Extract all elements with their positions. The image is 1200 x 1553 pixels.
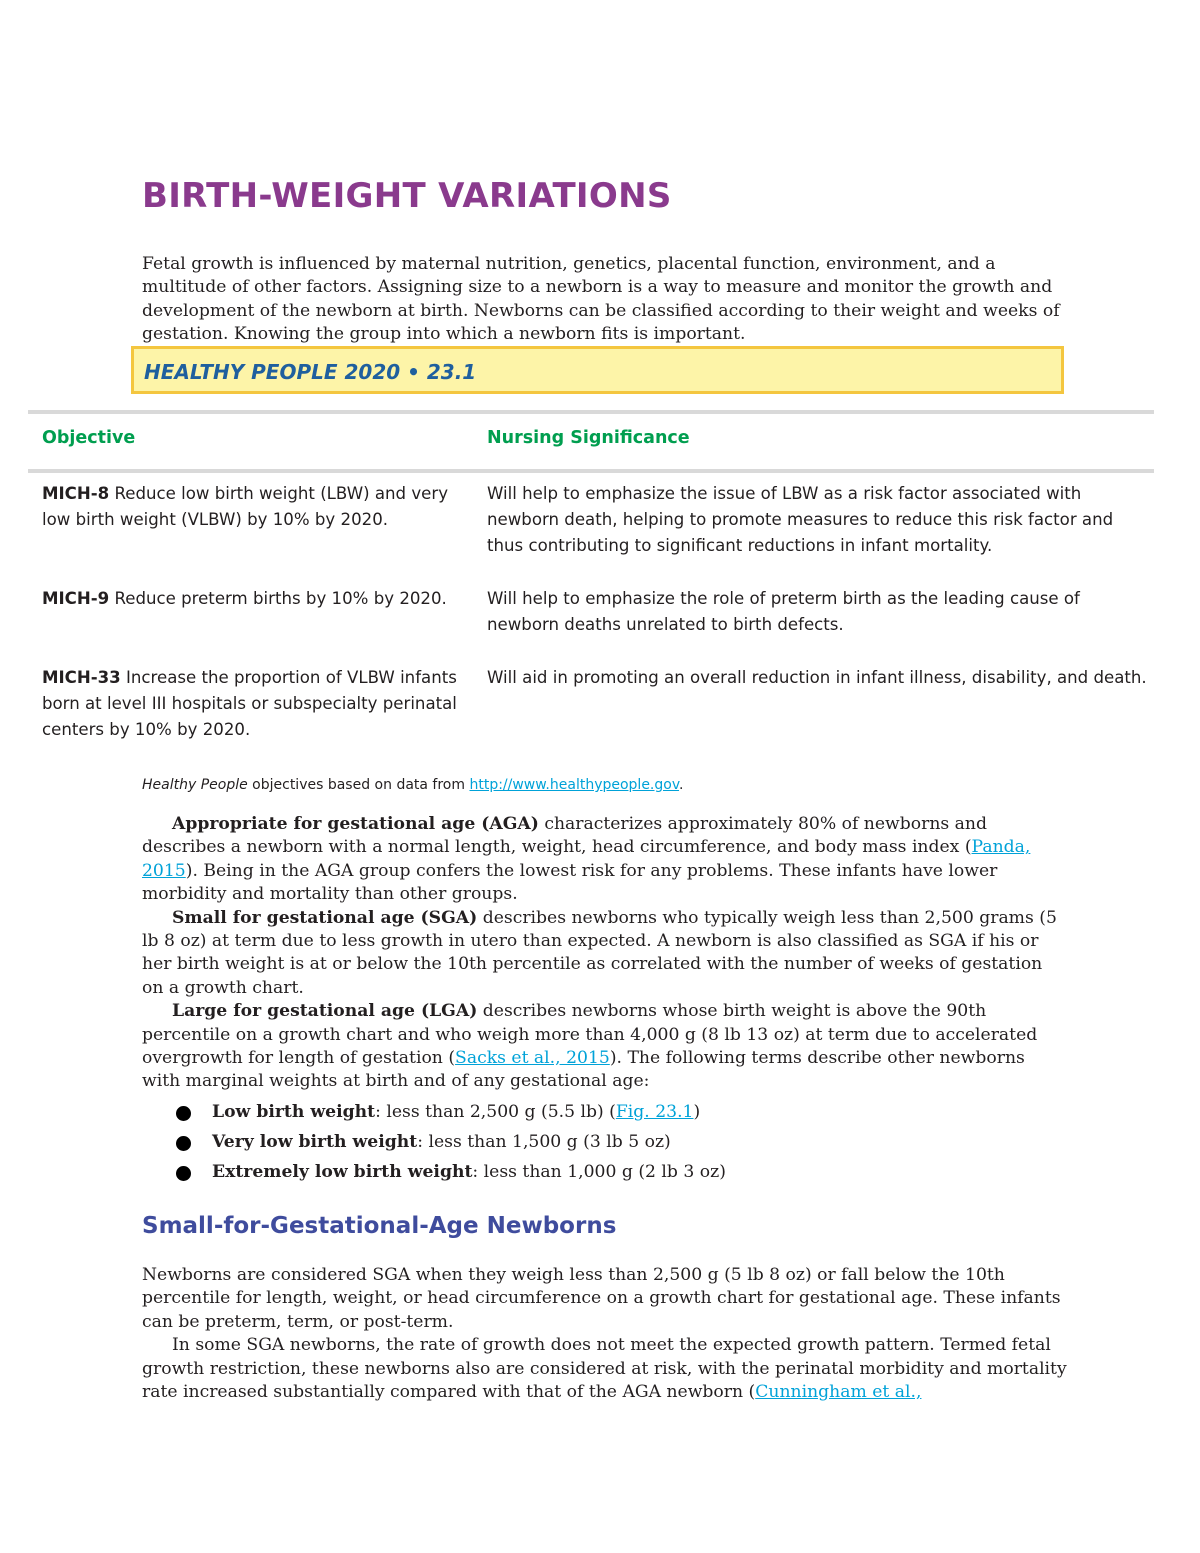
table-row-objective [42, 586, 467, 612]
sga-section-paragraph-2 [142, 1334, 1067, 1404]
table-row-objective [42, 481, 467, 533]
bullet-icon [176, 1106, 191, 1121]
sga-section-paragraph-1: Newborns are considered SGA when they weigh less than 2,500 g (5 lb 8 oz) or fall below the 10th percentile for length, weight, or head circumference on a growth chart for gestational age. These infants can be preterm, term, or post-term. [142, 1265, 1061, 1332]
lga-text-end: ). The following terms describe other newborns with marginal weights at birth and of any gestational age: [142, 1048, 1025, 1092]
healthy-people-heading: HEALTHY PEOPLE 2020 • 23.1 [144, 360, 477, 384]
objective-code: MICH-33 [42, 668, 121, 687]
column-header-objective: Objective [42, 428, 136, 448]
sga-paragraph [142, 907, 1067, 1001]
lga-paragraph [142, 1000, 1067, 1094]
page-title: BIRTH-WEIGHT VARIATIONS [142, 176, 672, 216]
sga-section-heading: Small-for-Gestational-Age Newborns [142, 1213, 617, 1239]
aga-text: characterizes approximately 80% of newborns and describes a newborn with a normal length, weight, head circumference, and body mass index ( [142, 814, 987, 858]
source-end: . [679, 777, 684, 793]
source-text: objectives based on data from [247, 777, 470, 793]
lga-text: describes newborns whose birth weight is above the 90th percentile on a growth chart and who weigh more than 4,000 g (8 lb 13 oz) at term due to accelerated overgrowth for length of gestation ( [142, 1001, 1038, 1069]
aga-text-end: ). Being in the AGA group confers the lowest risk for any problems. These infants have lower morbidity and mortality than other groups. [142, 860, 998, 905]
bullet-end: ) [693, 1102, 701, 1122]
bullet-term: Low birth weight [212, 1102, 376, 1122]
sacks-2015-link[interactable]: Sacks et al., 2015 [455, 1048, 610, 1069]
list-item [174, 1128, 726, 1158]
table-row-objective [42, 665, 467, 743]
intro-text: Fetal growth is influenced by maternal nutrition, genetics, placental function, environment, and a multitude of other factors. Assigning size to a newborn is a way to measure and monitor the growth and development of the newborn at birth. Newborns can be classified according to their weight and weeks of gestation. Knowing the group into which a newborn fits is important. [142, 254, 1060, 345]
bullet-icon [176, 1136, 191, 1151]
table-header-rule [28, 469, 1154, 473]
bullet-icon [176, 1166, 191, 1181]
objective-code: MICH-8 [42, 484, 110, 503]
bullet-text: : less than 1,500 g (3 lb 5 oz) [417, 1132, 671, 1152]
weight-terms-list [174, 1098, 726, 1188]
classification-paragraphs [142, 813, 1067, 1094]
objective-text: Reduce low birth weight (LBW) and very low birth weight (VLBW) by 10% by 2020. [42, 484, 449, 529]
table-row-significance: Will aid in promoting an overall reduction in infant illness, disability, and death. [487, 668, 1147, 687]
intro-paragraph [142, 253, 1067, 347]
panda-2015-link[interactable]: Panda, 2015 [142, 837, 1031, 881]
list-item [174, 1098, 726, 1128]
lga-term: Large for gestational age (LGA) [172, 1001, 478, 1022]
column-header-significance: Nursing Significance [487, 428, 690, 448]
bullet-text: : less than 1,000 g (2 lb 3 oz) [472, 1162, 726, 1182]
source-note [142, 777, 683, 793]
table-row-significance: Will help to emphasize the issue of LBW as a risk factor associated with newborn death, helping to promote measures to reduce this risk factor and thus contributing to significant reductions in infant mortality. [487, 484, 1114, 555]
healthypeople-link[interactable]: http://www.healthypeople.gov [469, 777, 680, 793]
objective-code: MICH-9 [42, 589, 110, 608]
list-item [174, 1158, 726, 1188]
source-italic: Healthy People [142, 777, 248, 793]
healthy-people-banner [131, 346, 1064, 394]
fig-23-1-link[interactable]: Fig. 23.1 [615, 1102, 694, 1122]
bullet-term: Very low birth weight [212, 1132, 418, 1152]
sga-term: Small for gestational age (SGA) [172, 907, 478, 928]
aga-term: Appropriate for gestational age (AGA) [172, 814, 539, 834]
sga-section-text: In some SGA newborns, the rate of growth does not meet the expected growth pattern. Termed fetal growth restriction, these newborns also are considered at risk, with the perinatal morbidity and mortality rate increased substantially compared with that of the AGA newborn ( [142, 1335, 1067, 1403]
sga-section-body [142, 1264, 1067, 1404]
bullet-text: : less than 2,500 g (5.5 lb) ( [375, 1102, 616, 1122]
aga-paragraph [142, 813, 1067, 907]
cunningham-link[interactable]: Cunningham et al., [755, 1382, 922, 1403]
table-row-significance: Will help to emphasize the role of preterm birth as the leading cause of newborn deaths unrelated to birth defects. [487, 589, 1080, 634]
objective-text: Increase the proportion of VLBW infants born at level III hospitals or subspecialty perinatal centers by 10% by 2020. [42, 668, 457, 739]
sga-text: describes newborns who typically weigh less than 2,500 grams (5 lb 8 oz) at term due to less growth in utero than expected. A newborn is also classified as SGA if his or her birth weight is at or below the 10th percentile as correlated with the number of weeks of gestation on a growth chart. [142, 907, 1057, 998]
objective-text: Reduce preterm births by 10% by 2020. [109, 589, 447, 608]
bullet-term: Extremely low birth weight [212, 1162, 473, 1182]
table-top-rule [28, 410, 1154, 414]
